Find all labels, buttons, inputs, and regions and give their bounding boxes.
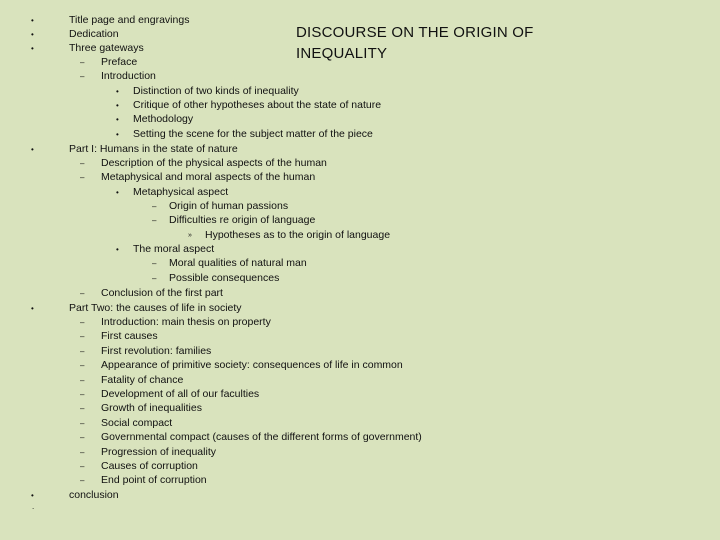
part2-item: Governmental compact (causes of the different forms of government) — [101, 431, 422, 443]
part2-item: Development of all of our faculties — [101, 388, 260, 400]
metaphysical-item: Origin of human passions — [169, 200, 289, 212]
dash-marker: – — [80, 58, 85, 67]
outline-item-gateways: Three gateways — [69, 42, 144, 54]
outline-item-conclusion: conclusion — [69, 489, 119, 501]
part2-item: Introduction: main thesis on property — [101, 316, 271, 328]
bullet-marker: • — [116, 130, 119, 139]
part2-item: Growth of inequalities — [101, 402, 202, 414]
dash-marker: – — [80, 332, 85, 341]
metaphysical-item: Difficulties re origin of language — [169, 214, 316, 226]
intro-item: Methodology — [133, 113, 194, 125]
dash-marker: – — [80, 462, 85, 471]
bullet-marker: • — [31, 145, 34, 154]
dash-marker: – — [80, 433, 85, 442]
bullet-marker: • — [116, 101, 119, 110]
outline-item-introduction: Introduction — [101, 70, 156, 82]
part2-item: Causes of corruption — [101, 460, 198, 472]
bullet-marker: • — [116, 245, 119, 254]
outline-item-part1-conclusion: Conclusion of the first part — [101, 287, 223, 299]
moral-item: Moral qualities of natural man — [169, 257, 307, 269]
outline-item-part2: Part Two: the causes of life in society — [69, 302, 242, 314]
outline-item-language-hypotheses: Hypotheses as to the origin of language — [205, 229, 391, 241]
chevron-marker: » — [188, 232, 192, 239]
dash-marker: – — [80, 404, 85, 413]
dash-marker: – — [152, 216, 157, 225]
dash-marker: – — [80, 476, 85, 485]
outline-item-title-page: Title page and engravings — [69, 14, 190, 26]
bullet-marker: • — [31, 30, 34, 39]
part2-item: Social compact — [101, 417, 173, 429]
dash-marker: – — [80, 318, 85, 327]
dash-marker: – — [152, 274, 157, 283]
dash-marker: – — [80, 347, 85, 356]
bullet-marker: • — [116, 188, 119, 197]
bullet-marker: • — [31, 16, 34, 25]
dash-marker: – — [80, 448, 85, 457]
dash-marker: – — [152, 259, 157, 268]
part2-item: Progression of inequality — [101, 446, 216, 458]
bullet-marker: • — [31, 44, 34, 53]
slide-title: DISCOURSE ON THE ORIGIN OF INEQUALITY — [296, 24, 534, 62]
dash-marker: – — [80, 419, 85, 428]
bullet-marker: • — [31, 491, 34, 500]
dash-marker: – — [80, 289, 85, 298]
outline-item-metaphysical: Metaphysical aspect — [133, 186, 229, 198]
outline-item-preface: Preface — [101, 56, 138, 68]
dash-marker: – — [152, 202, 157, 211]
dash-marker: – — [80, 376, 85, 385]
part2-item: First revolution: families — [101, 345, 212, 357]
intro-item: Distinction of two kinds of inequality — [133, 85, 299, 97]
bullet-marker: • — [116, 115, 119, 124]
part2-item: Fatality of chance — [101, 374, 184, 386]
dash-marker: – — [80, 361, 85, 370]
outline-item-part1: Part I: Humans in the state of nature — [69, 143, 238, 155]
part1-item: Metaphysical and moral aspects of the human — [101, 171, 316, 183]
dash-marker: – — [80, 159, 85, 168]
moral-item: Possible consequences — [169, 272, 280, 284]
bullet-marker: • — [31, 304, 34, 313]
dash-marker: – — [80, 390, 85, 399]
intro-item: Setting the scene for the subject matter of the piece — [133, 128, 373, 140]
part2-item: End point of corruption — [101, 474, 207, 486]
stray-mark: . — [32, 502, 35, 511]
intro-item: Critique of other hypotheses about the state of nature — [133, 99, 382, 111]
part2-item: First causes — [101, 330, 158, 342]
outline-item-dedication: Dedication — [69, 28, 119, 40]
bullet-marker: • — [116, 87, 119, 96]
part1-item: Description of the physical aspects of the human — [101, 157, 327, 169]
part2-item: Appearance of primitive society: consequences of life in common — [101, 359, 403, 371]
dash-marker: – — [80, 173, 85, 182]
dash-marker: – — [80, 72, 85, 81]
outline-item-moral: The moral aspect — [133, 243, 215, 255]
